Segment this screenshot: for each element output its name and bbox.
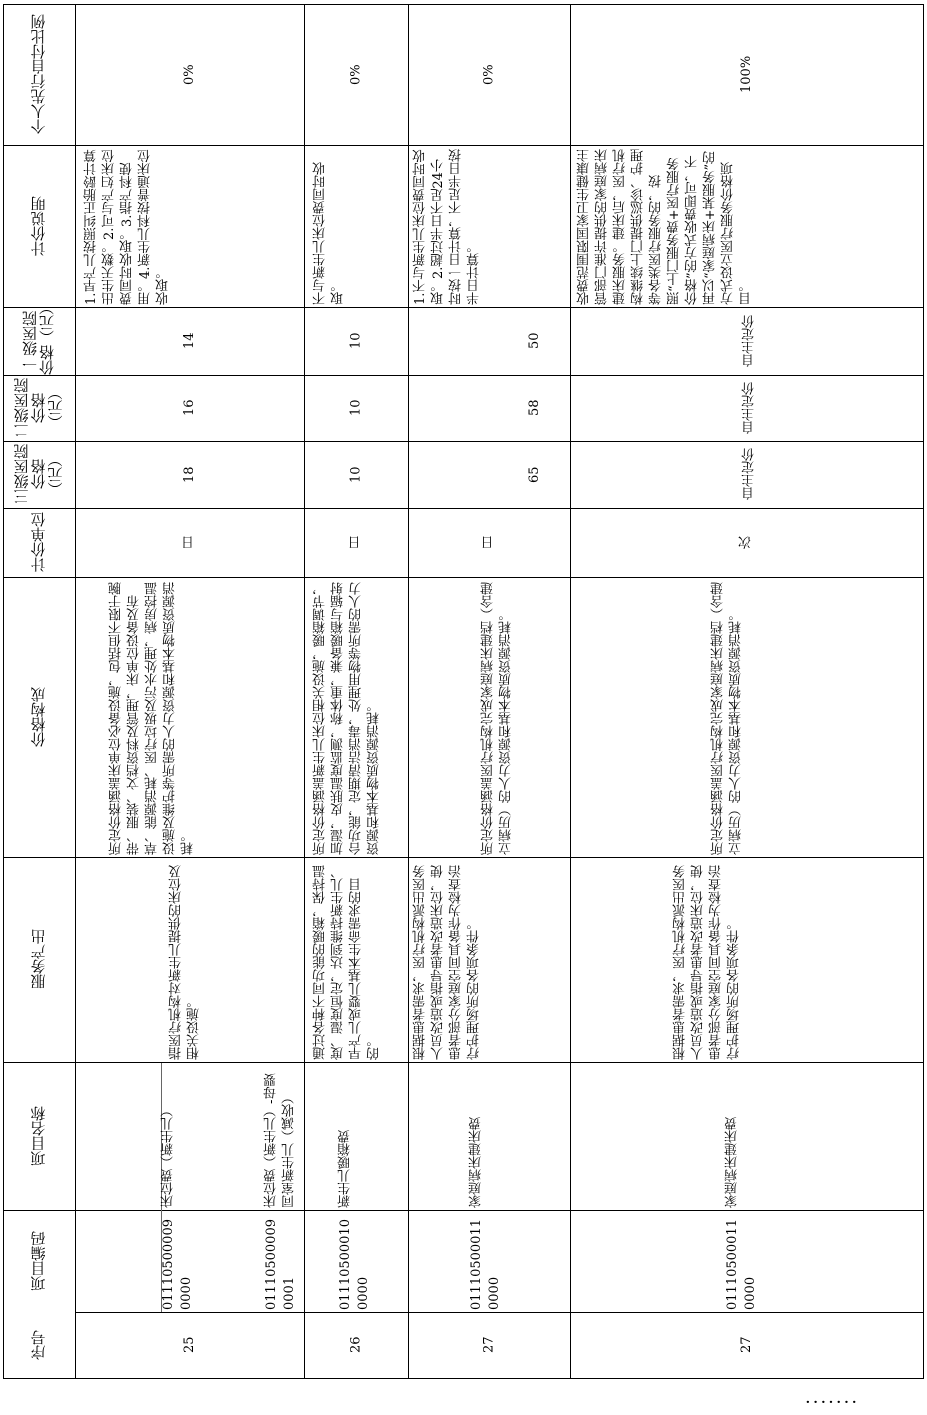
row-composition: 所定价格涵盖床单位必备设施，包括但不限于腕带、服装、文档资料及管理，床单位设备及布草、能源消耗、医疗垃圾及污水处理，病房控温设施及维护等所需的人力资源和基本物质资源消耗。	[109, 582, 196, 855]
row-unit: 日	[182, 536, 197, 549]
continuation-dots: ·······	[805, 1392, 860, 1413]
row-seq: 27	[481, 1336, 497, 1354]
row-output: 指医疗机构对新生儿提供的床位及相关设施。	[169, 865, 202, 1060]
row-pricing-note: 1.早产儿按照纠正胎龄计算出生天数。2.可与产妇床位费同时收取。3.指产科使用。4.新生儿科按普通床位收取。	[84, 149, 171, 305]
row-pricing-note: 1.不与新生儿床位费同时收取。2.超过半日不足24小时按一日计算，不足半日按半日计算。	[413, 149, 482, 305]
row-self-pay: 0%	[182, 64, 197, 85]
row-price-l1: 自主定价	[742, 315, 757, 367]
row-price-l3: 10	[348, 466, 364, 483]
row-pricing-note: 不与新生儿床位费同时收取。	[313, 162, 346, 305]
header-seq: 序号	[29, 1330, 48, 1360]
header-price-l1: 一级医院价格（元）	[21, 300, 56, 375]
header-name: 项目名称	[29, 1106, 48, 1166]
header-self-pay: 个人先行自付比例	[29, 14, 48, 135]
row-unit: 日	[481, 536, 497, 549]
row-output: 根据患者需求，医疗机构派出医务人员改造或指导患者改造床位，使患者部分家庭空间具备作为检查治疗护理场所的各项条件。	[413, 865, 482, 1060]
row-price-l1: 14	[182, 332, 197, 350]
row-code: 011105000090001	[264, 1219, 297, 1310]
row-output: 通过各种不同功能的暖箱，保持温度、湿度恒定，达到维持新生儿、早产儿或婴儿基本生命需求的目的。	[313, 865, 382, 1060]
row-composition: 所定价格涵盖医疗机构完成家庭病床建档（含建立病历）的人力资源和基本物质资源消耗。	[711, 582, 744, 855]
row-name: 床位费（新生儿）-母婴同室新生儿（减收）	[264, 1073, 297, 1208]
row-name: 床位费（新生儿）	[161, 1104, 176, 1208]
row-price-l1: 10	[348, 332, 364, 350]
row-price-l2: 16	[182, 399, 197, 417]
row-self-pay: 0%	[348, 64, 364, 85]
header-output: 服务产出	[29, 929, 48, 990]
row-output: 根据患者需求，医疗机构派出医务人员改造或指导患者改造床位，使患者部分家庭空间具备作为检查治疗护理场所的各项条件。	[673, 865, 742, 1060]
row-unit: 日	[348, 536, 364, 549]
row-price-l2: 10	[348, 399, 364, 417]
row-pricing-note: 收费范围限国家卫生健康主管部门准许提供的家庭病床建床服务。建床后，医疗机构继续上门提供巡诊、护理等各类医疗服务的，按照“上门服务费+医疗服务价格”的方式收费即可，不再以“家庭病床+某服务”的方式设立医疗服务价格项目。	[577, 149, 754, 305]
row-price-l3: 65	[527, 466, 542, 483]
header-composition: 价格构成	[29, 687, 48, 747]
row-name: 家庭病床建床费	[469, 1117, 484, 1208]
row-seq: 25	[182, 1336, 197, 1354]
row-price-l2: 58	[527, 399, 542, 417]
row-code: 011105000100000	[338, 1219, 371, 1310]
row-name: 家庭病床建床费	[725, 1117, 740, 1208]
row-code: 011105000110000	[725, 1219, 758, 1310]
row-composition: 所定价格涵盖新生儿床位相关设施，暖箱调节，加湿，皮肤温度监测，称体重，兼备暖箱与辐射台功能，定期清洁消毒，处理用物等所需的人力资源和基本物质资源消耗。	[313, 582, 382, 855]
row-code: 011105000110000	[469, 1219, 502, 1310]
header-pricing-note: 计价说明	[29, 196, 48, 256]
header-code: 项目编码	[29, 1231, 48, 1291]
row-price-l3: 自主定价	[742, 448, 757, 501]
row-self-pay: 0%	[481, 64, 497, 85]
row-price-l2: 自主定价	[742, 382, 757, 434]
row-self-pay: 100%	[739, 55, 754, 94]
row-seq: 26	[348, 1336, 364, 1354]
row-price-l3: 18	[182, 466, 197, 483]
header-unit: 计价单位	[29, 512, 48, 573]
row-seq: 27	[739, 1336, 754, 1354]
header-price-l2: 二级医院价格（元）	[12, 378, 65, 438]
header-price-l3: 三级医院价格（元）	[12, 444, 65, 505]
row-composition: 所定价格涵盖医疗机构完成家庭病床建档（含建立病历）的人力资源和基本物质资源消耗。	[481, 582, 514, 855]
row-code: 011105000090000	[161, 1219, 194, 1310]
row-unit: 次	[739, 536, 754, 549]
row-name: 新生儿暖箱费	[338, 1130, 353, 1208]
row-price-l1: 50	[527, 332, 542, 350]
